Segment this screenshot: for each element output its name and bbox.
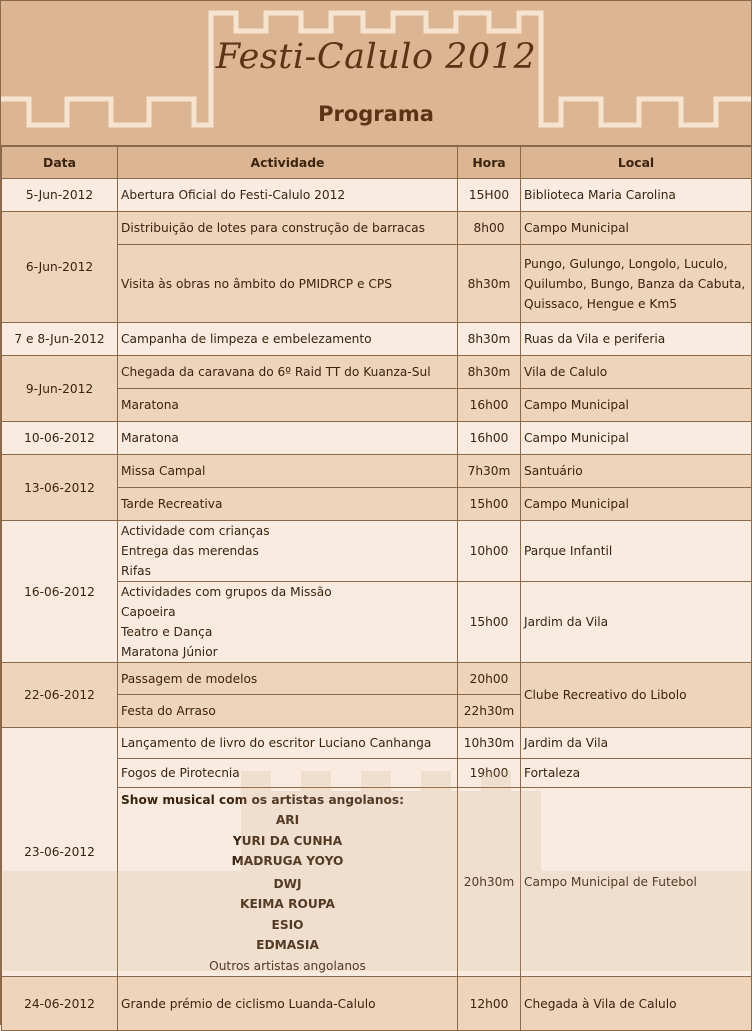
- time-cell: 8h30m: [458, 356, 521, 389]
- location-cell: Campo Municipal: [521, 212, 752, 245]
- activity-cell: [118, 582, 458, 663]
- date-cell: 7 e 8-Jun-2012: [2, 323, 118, 356]
- date-cell: 10-06-2012: [2, 422, 118, 455]
- page-title: Festi-Calulo 2012: [215, 37, 537, 77]
- date-cell: 24-06-2012: [2, 977, 118, 1031]
- artist-name: ESIO: [271, 917, 304, 932]
- table-row: [2, 521, 752, 582]
- location-cell: Chegada à Vila de Calulo: [521, 977, 752, 1031]
- activity-cell: Grande prémio de ciclismo Luanda-Calulo: [118, 977, 458, 1031]
- time-cell: 7h30m: [458, 455, 521, 488]
- activity-cell: [118, 788, 458, 977]
- artist-name: ARI: [275, 813, 300, 827]
- column-header-actividade: Actividade: [118, 147, 458, 179]
- activity-cell: Festa do Arraso: [118, 695, 458, 728]
- time-cell: 10h30m: [458, 728, 521, 759]
- artist-name: YURI DA CUNHA: [232, 833, 343, 848]
- time-cell: 8h00: [458, 212, 521, 245]
- location-cell: Campo Municipal: [521, 389, 752, 422]
- table-row: [2, 728, 752, 759]
- activity-cell: Fogos de Pirotecnia: [118, 759, 458, 788]
- location-cell: Biblioteca Maria Carolina: [521, 179, 752, 212]
- location-line: Pungo, Gulungo, Longolo, Luculo,: [524, 256, 728, 271]
- table-row: [2, 455, 752, 488]
- column-header-data: Data: [2, 147, 118, 179]
- table-row: [2, 422, 752, 455]
- time-cell: 22h30m: [458, 695, 521, 728]
- activity-line: Teatro e Dança: [121, 625, 213, 639]
- location-cell: Clube Recreativo do Libolo: [521, 663, 752, 728]
- table-row: [2, 663, 752, 695]
- activity-cell: Chegada da caravana do 6º Raid TT do Kuanza-Sul: [118, 356, 458, 389]
- activity-cell: Tarde Recreativa: [118, 488, 458, 521]
- activity-cell: Maratona: [118, 389, 458, 422]
- header-banner: [1, 1, 751, 146]
- programme-table: [1, 146, 752, 1031]
- table-row: [2, 356, 752, 389]
- location-line: Quilumbo, Bungo, Banza da Cabuta,: [524, 276, 746, 291]
- table-header-row: [2, 147, 752, 179]
- time-cell: 20h30m: [458, 788, 521, 977]
- location-cell: Campo Municipal: [521, 422, 752, 455]
- location-cell: Parque Infantil: [521, 521, 752, 582]
- date-cell: 13-06-2012: [2, 455, 118, 521]
- artist-name: EDMASIA: [256, 938, 319, 952]
- table-row: [2, 977, 752, 1031]
- other-artists: Outros artistas angolanos: [209, 958, 366, 973]
- time-cell: 15h00: [458, 488, 521, 521]
- time-cell: 15H00: [458, 179, 521, 212]
- activity-line: Maratona Júnior: [121, 645, 218, 659]
- activity-cell: Visita às obras no âmbito do PMIDRCP e CPS: [118, 245, 458, 323]
- date-cell: 9-Jun-2012: [2, 356, 118, 422]
- activity-cell: Missa Campal: [118, 455, 458, 488]
- date-cell: 16-06-2012: [2, 521, 118, 663]
- time-cell: 8h30m: [458, 323, 521, 356]
- date-cell: 22-06-2012: [2, 663, 118, 728]
- time-cell: 8h30m: [458, 245, 521, 323]
- time-cell: 15h00: [458, 582, 521, 663]
- activity-cell: Passagem de modelos: [118, 663, 458, 695]
- show-heading: Show musical com os artistas angolanos:: [121, 793, 405, 807]
- time-cell: 12h00: [458, 977, 521, 1031]
- activity-cell: Lançamento de livro do escritor Luciano Canhanga: [118, 728, 458, 759]
- activity-cell: Distribuição de lotes para construção de barracas: [118, 212, 458, 245]
- table-row: [2, 212, 752, 245]
- date-cell: 23-06-2012: [2, 728, 118, 977]
- activity-line: Actividade com crianças: [121, 524, 270, 538]
- activity-cell: [118, 521, 458, 582]
- activity-line: Rifas: [121, 564, 151, 578]
- location-line: Quissaco, Hengue e Km5: [524, 296, 677, 311]
- artist-name: MADRUGA YOYO: [231, 854, 344, 868]
- time-cell: 20h00: [458, 663, 521, 695]
- time-cell: 16h00: [458, 389, 521, 422]
- time-cell: 19h00: [458, 759, 521, 788]
- location-cell: Fortaleza: [521, 759, 752, 788]
- location-cell: Jardim da Vila: [521, 728, 752, 759]
- time-cell: 10h00: [458, 521, 521, 582]
- activity-cell: Abertura Oficial do Festi-Calulo 2012: [118, 179, 458, 212]
- table-row: [2, 323, 752, 356]
- artist-name: KEIMA ROUPA: [240, 897, 335, 911]
- column-header-hora: Hora: [458, 147, 521, 179]
- column-header-local: Local: [521, 147, 752, 179]
- activity-line: Entrega das merendas: [121, 544, 259, 558]
- activity-line: Actividades com grupos da Missão: [121, 585, 332, 599]
- table-row: [2, 179, 752, 212]
- time-cell: 16h00: [458, 422, 521, 455]
- activity-line: Capoeira: [121, 605, 176, 619]
- location-cell: [521, 245, 752, 323]
- location-cell: Santuário: [521, 455, 752, 488]
- location-cell: Vila de Calulo: [521, 356, 752, 389]
- location-cell: Jardim da Vila: [521, 582, 752, 663]
- artist-name: DWJ: [273, 876, 302, 891]
- page-subtitle: Programa: [318, 102, 434, 126]
- date-cell: 6-Jun-2012: [2, 212, 118, 323]
- date-cell: 5-Jun-2012: [2, 179, 118, 212]
- activity-cell: Maratona: [118, 422, 458, 455]
- activity-cell: Campanha de limpeza e embelezamento: [118, 323, 458, 356]
- location-cell: Campo Municipal de Futebol: [521, 788, 752, 977]
- location-cell: Ruas da Vila e periferia: [521, 323, 752, 356]
- location-cell: Campo Municipal: [521, 488, 752, 521]
